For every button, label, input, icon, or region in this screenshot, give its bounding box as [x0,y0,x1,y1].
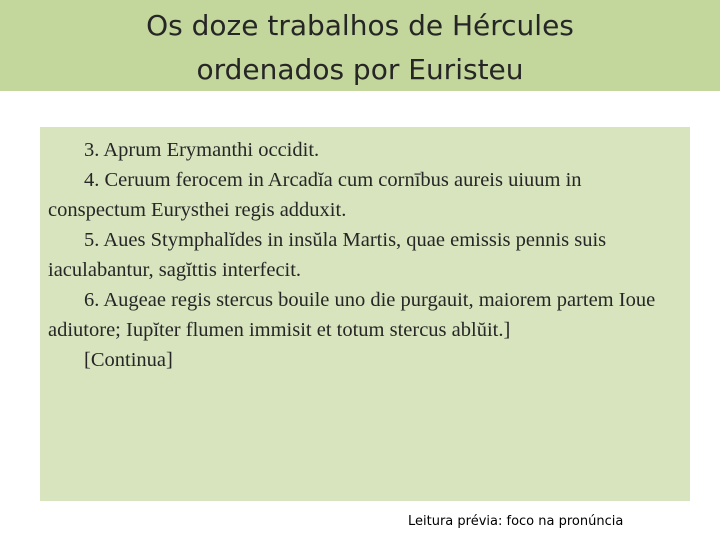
slide-title-line-2: ordenados por Euristeu [196,53,524,86]
latin-text [48,135,678,375]
paragraph-continua: [Continua] [84,349,173,371]
paragraph-labor-4: 4. Ceruum ferocem in Arcadĭa cum cornībus aureis uiuum in conspectum Eurysthei regis adduxit. [48,169,582,221]
slide-title [0,4,720,92]
paragraph-labor-5: 5. Aues Stymphalĭdes in insŭla Martis, quae emissis pennis suis iaculabantur, sagĭttis interfecit. [48,229,607,281]
paragraph-labor-3: 3. Aprum Erymanthi occidit. [84,139,320,161]
latin-text-box [40,127,690,501]
slide-title-line-1: Os doze trabalhos de Hércules [146,9,574,42]
paragraph-labor-6: 6. Augeae regis stercus bouile uno die purgauit, maiorem partem Ioue adiutore; Iupĭter flumen immisit et totum stercus ablŭit.] [48,289,656,341]
footer-note: Leitura prévia: foco na pronúncia [408,514,624,529]
